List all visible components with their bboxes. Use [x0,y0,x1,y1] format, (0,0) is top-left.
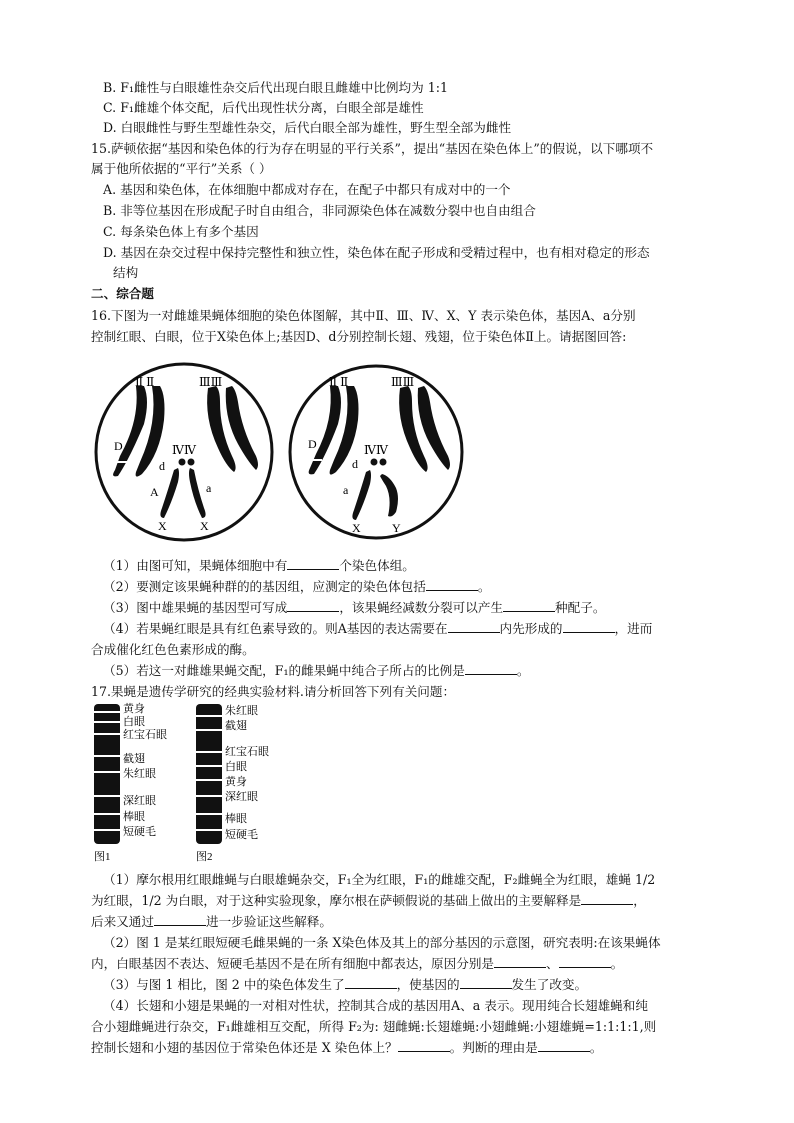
fig1-gene-4: 截翅 [123,753,145,765]
q16-part4-text-a: （4）若果蝇红眼是具有红色素导致的。则A基因的表达需要在 [103,621,448,636]
q16-part3-blank1[interactable] [287,599,339,612]
q16-part1-text-b: 个染色体组。 [339,558,415,573]
q16-part3 [103,598,605,617]
fig1-chromosome-body [94,704,120,844]
male-chromosome-iv-1 [371,459,378,466]
q16-part4-text-c: ，进而 [614,621,653,636]
fig1-gene-3: 红宝石眼 [123,729,167,741]
fig2-gene-4: 白眼 [225,761,247,773]
q16-part4-blank2[interactable] [563,620,615,633]
q17-part4-text-b: 。判断的理由是 [449,1040,538,1055]
fig1-gene-1: 黄身 [123,703,145,715]
q16-part2 [103,577,490,596]
fig2-chromosome-body [196,704,222,844]
female-label-iv: ⅣⅣ [172,443,196,457]
q16-part2-text-b: 。 [477,579,491,594]
q15-stem-line1: 15.萨顿依据“基因和染色体的行为存在明显的平行关系”，提出“基因在染色体上”的假说，以下哪项不 [91,141,654,156]
q16-part5-blank[interactable] [465,662,517,675]
fig1-gene-6: 深红眼 [123,795,156,807]
q15-option-a: A. 基因和染色体，在体细胞中都成对存在，在配子中都只有成对中的一个 [103,182,511,197]
fig2-caption: 图2 [196,851,213,863]
q16-part3-blank2[interactable] [503,599,555,612]
q17-part1-line1: （1）摩尔根用红眼雌蝇与白眼雄蝇杂交，F₁全为红眼，F₁的雌雄交配，F₂雌蝇全为红眼，雄蝇 1/2 [103,872,656,887]
section-heading: 二、综合题 [91,286,154,301]
fig2-gene-1: 朱红眼 [225,705,258,717]
q17-part2-text-b: 、 [546,956,559,971]
q17-part3-blank1[interactable] [345,976,397,989]
q16-part2-text-a: （2）要测定该果蝇种群的的基因组，应测定的染色体包括 [103,579,426,594]
female-label-x2: X [200,519,209,533]
figure1-chromosome [94,701,167,863]
q16-part3-text-b: ，该果蝇经减数分裂可以产生 [339,600,504,615]
fig2-gene-8: 短硬毛 [225,829,258,841]
q17-part1-line2 [91,891,646,910]
q16-part5-text-b: 。 [516,663,530,678]
male-label-ii: Ⅱ Ⅱ [329,375,349,389]
q17-part4-text-c: 。 [589,1040,603,1055]
q15-option-c: C. 每条染色体上有多个基因 [103,224,259,239]
q16-part4-text-b: 内先形成的 [499,621,563,636]
q17-part1-text-d: 进一步验证这些解释。 [205,914,332,929]
q16-part1 [103,556,415,575]
q16-part1-text-a: （1）由图可知，果蝇体细胞中有 [103,558,288,573]
male-label-x: X [352,521,361,535]
q17-part2-line1: （2）图 1 是某红眼短硬毛雌果蝇的一条 X染色体及其上的部分基因的示意图，研究表明:在该果蝇体 [103,935,661,950]
q16-part5 [103,661,529,680]
male-label-y: Y [392,521,401,535]
female-chromosome-iv-1 [179,459,186,466]
q17-part2-text-a: 内，白眼基因不表达、短硬毛基因不是在所有细胞中都表达，原因分别是 [91,956,494,971]
female-label-d-lower: d [159,459,165,473]
q17-part4-line2: 合小翅雌蝇进行杂交，F₁雌雄相互交配，所得 F₂为: 翅雌蝇:长翅雄蝇:小翅雌蝇:小翅雄蝇=1:1:1:1,则 [91,1019,657,1034]
q17-part1-blank1[interactable] [581,892,633,905]
q16-part4-line1 [103,619,652,638]
q17-chromosome-maps [90,700,290,866]
male-cell-diagram [290,366,462,538]
q15-option-b: B. 非等位基因在形成配子时自由组合，非同源染色体在减数分裂中也自由组合 [103,203,536,218]
female-chromosome-iv-2 [188,459,195,466]
q17-part1-text-c: 后来又通过 [91,914,154,929]
q17-part3 [103,975,587,994]
q17-part2-line2 [91,954,623,973]
q17-part3-blank2[interactable] [460,976,512,989]
q16-part4-line2: 合成催化红色色素形成的酶。 [91,642,255,657]
female-label-a-lower: a [206,481,212,495]
q16-stem-line1: 16.下图为一对雌雄果蝇体细胞的染色体图解，其中Ⅱ、Ⅲ、Ⅳ、X、Y 表示染色体，基因A、a分别 [91,308,636,323]
q17-part1-text-b: ， [633,893,646,908]
q17-part3-text-c: 发生了改变。 [511,977,588,992]
female-label-d-upper: D [114,439,123,453]
q16-stem-line2: 控制红眼、白眼，位于X染色体上;基因D、d分别控制长翅、残翅，位于染色体Ⅱ上。请据图回答: [91,329,627,344]
female-label-iii: ⅢⅢ [199,375,223,389]
fig1-gene-5: 朱红眼 [123,768,156,780]
q17-part4-blank1[interactable] [398,1039,450,1052]
q14-option-c: C. F₁雌雄个体交配，后代出现性状分离，白眼全部是雄性 [103,100,424,115]
fig2-gene-2: 截翅 [225,720,247,732]
male-chromosome-iv-2 [380,459,387,466]
q17-stem: 17.果蝇是遗传学研究的经典实验材料.请分析回答下列有关问题： [91,684,456,699]
fig2-gene-7: 棒眼 [225,813,247,825]
q16-part3-text-c: 种配子。 [555,600,606,615]
female-cell-diagram [96,364,272,540]
male-label-d-lower: d [352,457,358,471]
q16-part2-blank[interactable] [426,578,478,591]
q17-part3-text-a: （3）与图 1 相比，图 2 中的染色体发生了 [103,977,345,992]
q17-part2-text-c: 。 [610,956,624,971]
q14-option-b: B. F₁雌性与白眼雄性杂交后代出现白眼且雌雄中比例均为 1:1 [103,80,448,95]
fig1-gene-8: 短硬毛 [123,826,156,838]
q17-part2-blank2[interactable] [559,955,611,968]
q16-part1-blank[interactable] [287,557,339,570]
fig2-gene-3: 红宝石眼 [225,746,269,758]
q15-stem-line2: 属于他所依据的“平行”关系（ ） [91,161,272,176]
female-label-x1: X [158,519,167,533]
q15-option-d-line1: D. 基因在杂交过程中保持完整性和独立性，染色体在配子形成和受精过程中，也有相对稳定的形态 [103,245,650,260]
q17-part4-line1: （4）长翅和小翅是果蝇的一对相对性状，控制其合成的基因用A、a 表示。现用纯合长翅雄蝇和纯 [103,998,648,1013]
q16-part4-blank1[interactable] [448,620,500,633]
q17-part4-text-a: 控制长翅和小翅的基因位于常染色体还是 X 染色体上？ [91,1040,398,1055]
q15-option-d-line2: 结构 [113,265,139,280]
q17-part4-line3 [91,1038,602,1057]
male-label-d-upper: D [308,437,317,451]
female-label-ii: Ⅱ Ⅱ [135,375,155,389]
male-label-a: a [343,483,349,497]
fig1-gene-2: 白眼 [123,716,145,728]
q17-part1-line3 [91,912,332,931]
fig1-caption: 图1 [94,851,111,863]
q17-part4-blank2[interactable] [538,1039,590,1052]
figure2-chromosome [196,703,269,863]
q14-option-d: D. 白眼雌性与野生型雄性杂交，后代白眼全部为雄性，野生型全部为雌性 [103,120,512,135]
fig1-gene-7: 棒眼 [123,811,145,823]
q17-part2-blank1[interactable] [494,955,546,968]
male-label-iv: ⅣⅣ [364,443,388,457]
female-label-a-upper: A [150,485,159,499]
q16-part5-text-a: （5）若这一对雌雄果蝇交配，F₁的雌果蝇中纯合子所占的比例是 [103,663,465,678]
q17-part3-text-b: ，使基因的 [396,977,460,992]
fig2-gene-5: 黄身 [225,776,247,788]
fig2-gene-6: 深红眼 [225,791,258,803]
q16-part3-text-a: （3）图中雄果蝇的基因型可写成 [103,600,288,615]
q16-chromosome-figure [88,358,468,550]
male-label-iii: ⅢⅢ [391,375,415,389]
q17-part1-blank2[interactable] [154,913,206,926]
q17-part1-text-a: 为红眼，1/2 为白眼，对于这种实验现象，摩尔根在萨顿假说的基础上做出的主要解释是 [91,893,582,908]
